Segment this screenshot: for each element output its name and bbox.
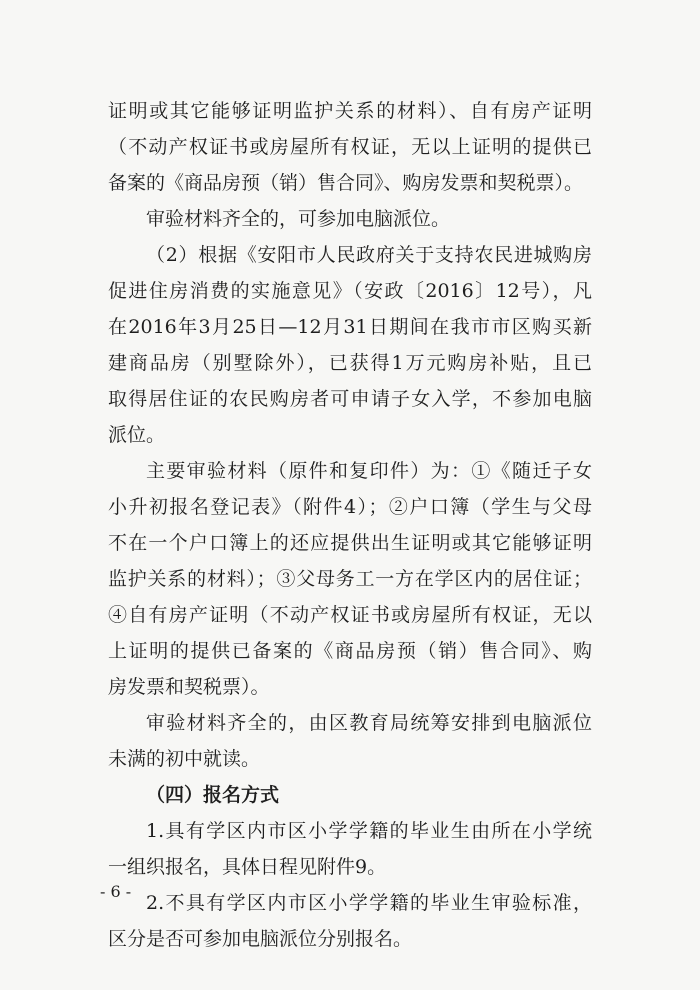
text-line: ④自有房产证明（不动产权证书或房屋所有权证，无以 (108, 604, 592, 626)
text-line: 一组织报名，具体日程见附件9。 (108, 856, 387, 878)
text-line: 上证明的提供已备案的《商品房预（销）售合同》、购 (108, 640, 592, 662)
text-line: 建商品房（别墅除外），已获得1万元购房补贴，且已 (108, 352, 592, 374)
section-heading: （四）报名方式 (146, 784, 280, 806)
text-line: 不在一个户口簿上的还应提供出生证明或其它能够证明 (108, 532, 592, 554)
text-line: 派位。 (108, 424, 166, 446)
page-number: - 6 - (100, 882, 132, 901)
text-line: （2）根据《安阳市人民政府关于支持农民进城购房 (146, 244, 592, 266)
text-line: 房发票和契税票）。 (108, 676, 270, 698)
text-line: 证明或其它能够证明监护关系的材料）、自有房产证明 (108, 100, 592, 122)
text-line: 监护关系的材料）；③父母务工一方在学区内的居住证； (108, 568, 592, 590)
text-line: 审验材料齐全的，可参加电脑派位。 (146, 208, 451, 230)
text-line: 备案的《商品房预（销）售合同》、购房发票和契税票）。 (108, 172, 584, 194)
text-line: 区分是否可参加电脑派位分别报名。 (108, 928, 413, 950)
text-line: 审验材料齐全的，由区教育局统筹安排到电脑派位 (146, 712, 592, 734)
text-line: 小升初报名登记表》（附件4）；②户口簿（学生与父母 (108, 496, 592, 518)
text-line: 未满的初中就读。 (108, 748, 261, 770)
text-line: （不动产权证书或房屋所有权证，无以上证明的提供已 (108, 136, 592, 158)
text-line: 促进住房消费的实施意见》（安政〔2016〕12号），凡 (108, 280, 592, 302)
text-line: 取得居住证的农民购房者可申请子女入学，不参加电脑 (108, 388, 592, 410)
text-line: 主要审验材料（原件和复印件）为：①《随迁子女 (146, 460, 592, 482)
text-line: 在2016年3月25日—12月31日期间在我市市区购买新 (108, 316, 592, 338)
text-line: 2.不具有学区内市区小学学籍的毕业生审验标准， (146, 892, 592, 914)
text-line: 1.具有学区内市区小学学籍的毕业生由所在小学统 (146, 820, 592, 842)
